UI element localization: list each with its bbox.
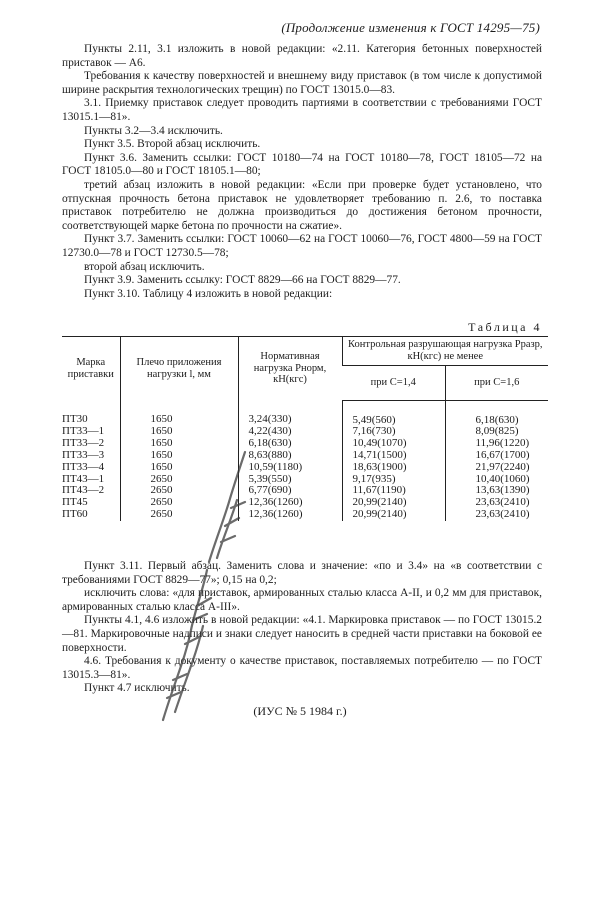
paragraph: Пункт 4.7 исключить. bbox=[84, 682, 190, 695]
cell-mark: ПТ33—4 bbox=[62, 460, 105, 473]
header-mark: Марка приставки bbox=[62, 337, 120, 401]
cell-norm: 12,36(1260) bbox=[238, 509, 342, 521]
cell-mark: ПТ33—3 bbox=[62, 448, 105, 461]
cell-mark: ПТ43—2 bbox=[62, 484, 105, 497]
cell-mark: ПТ43—1 bbox=[62, 472, 105, 485]
cell-norm: 4,22(430) bbox=[238, 426, 342, 438]
cell-mark: ПТ33—1 bbox=[62, 425, 105, 438]
cell-mark: ПТ45 bbox=[62, 496, 88, 509]
table-title: Таблица 4 bbox=[468, 320, 542, 334]
cell-arm: 1650 bbox=[120, 400, 238, 426]
bottom-text-block bbox=[62, 560, 542, 696]
header-control: Контрольная разрушающая нагрузка Pразр, кН(кгс) не менее bbox=[342, 337, 548, 366]
cell-c14: 20,99(2140) bbox=[342, 509, 445, 521]
header-c14: при C=1,4 bbox=[342, 365, 445, 400]
cell-norm: 12,36(1260) bbox=[238, 497, 342, 509]
cell-c16: 23,63(2410) bbox=[445, 497, 548, 509]
header-arm: Плечо приложения нагрузки l, мм bbox=[120, 337, 238, 401]
paragraph: Пункты 4.1, 4.6 изложить в новой редакции: «4.1. Маркировка приставок — по ГОСТ 13015.2—81. Маркировочные надписи и знаки следует наносить в средней части приставки на боковой ее поверхности. bbox=[62, 614, 542, 654]
paragraph: Пункт 3.7. Заменить ссылки: ГОСТ 10060—62 на ГОСТ 10060—76, ГОСТ 4800—59 на ГОСТ 12730.0—78 и ГОСТ 12730.5—78; bbox=[62, 233, 542, 259]
cell-norm: 6,77(690) bbox=[238, 485, 342, 497]
cell-arm: 2650 bbox=[120, 485, 238, 497]
cell-c14: 11,67(1190) bbox=[342, 485, 445, 497]
cell-arm: 1650 bbox=[120, 426, 238, 438]
cell-c16: 13,63(1390) bbox=[445, 485, 548, 497]
cell-c14: 10,49(1070) bbox=[342, 438, 445, 450]
cell-c16: 11,96(1220) bbox=[445, 438, 548, 450]
paragraph: Пункт 3.10. Таблицу 4 изложить в новой редакции: bbox=[84, 287, 333, 300]
table-row bbox=[62, 462, 548, 474]
cell-arm: 2650 bbox=[120, 474, 238, 486]
cell-mark: ПТ60 bbox=[62, 507, 88, 520]
cell-c16: 6,18(630) bbox=[445, 400, 548, 426]
paragraph: 4.6. Требования к документу о качестве приставок, поставляемых потребителю — по ГОСТ 13015.3—81». bbox=[62, 655, 542, 681]
paragraph: 3.1. Приемку приставок следует проводить партиями в соответствии с требованиями ГОСТ 13015.1—81». bbox=[62, 97, 542, 123]
top-text-block bbox=[62, 43, 542, 301]
cell-arm: 1650 bbox=[120, 462, 238, 474]
cell-mark: ПТ30 bbox=[62, 413, 88, 426]
cell-norm: 6,18(630) bbox=[238, 438, 342, 450]
paragraph: исключить слова: «для приставок, армированных сталью класса А-II, и 0,2 мм для приставок, армированных сталью класса А-III». bbox=[62, 587, 542, 613]
cell-mark: ПТ33—2 bbox=[62, 437, 105, 450]
cell-c14: 14,71(1500) bbox=[342, 450, 445, 462]
cell-norm: 5,39(550) bbox=[238, 474, 342, 486]
source-footer: (ИУС № 5 1984 г.) bbox=[253, 704, 347, 718]
cell-c16: 8,09(825) bbox=[445, 426, 548, 438]
cell-arm: 1650 bbox=[120, 438, 238, 450]
cell-c14: 20,99(2140) bbox=[342, 497, 445, 509]
cell-norm: 3,24(330) bbox=[238, 400, 342, 426]
paragraph: второй абзац исключить. bbox=[84, 260, 205, 273]
cell-c16: 21,97(2240) bbox=[445, 462, 548, 474]
paragraph: Пункт 3.9. Заменить ссылку: ГОСТ 8829—66 на ГОСТ 8829—77. bbox=[84, 274, 401, 287]
cell-c14: 7,16(730) bbox=[342, 426, 445, 438]
cell-c16: 10,40(1060) bbox=[445, 474, 548, 486]
paragraph: Пункты 2.11, 3.1 изложить в новой редакции: «2.11. Категория бетонных поверхностей приставок — А6. bbox=[62, 43, 542, 69]
document-header: (Продолжение изменения к ГОСТ 14295—75) bbox=[281, 20, 540, 35]
cell-arm: 2650 bbox=[120, 509, 238, 521]
cell-c14: 18,63(1900) bbox=[342, 462, 445, 474]
paragraph: Пункты 3.2—3.4 исключить. bbox=[84, 124, 223, 137]
header-norm: Нормативная нагрузка Pнорм, кН(кгс) bbox=[238, 337, 342, 401]
cell-c14: 9,17(935) bbox=[342, 474, 445, 486]
cell-c14: 5,49(560) bbox=[342, 400, 445, 426]
paragraph: Пункт 3.5. Второй абзац исключить. bbox=[84, 138, 261, 151]
paragraph: Пункт 3.6. Заменить ссылки: ГОСТ 10180—74 на ГОСТ 10180—78, ГОСТ 18105—72 на ГОСТ 18105.0—80 и ГОСТ 18105.1—80; bbox=[62, 151, 542, 178]
header-c16: при C=1,6 bbox=[445, 365, 548, 400]
table-4 bbox=[62, 336, 548, 521]
cell-c16: 23,63(2410) bbox=[445, 509, 548, 521]
cell-norm: 8,63(880) bbox=[238, 450, 342, 462]
table-row bbox=[62, 400, 548, 426]
table-row bbox=[62, 450, 548, 462]
paragraph: Пункт 3.11. Первый абзац. Заменить слова и значение: «по и 3.4» на «в соответствии с требованиями ГОСТ 8829—77»; 0,15 на 0,2; bbox=[62, 560, 542, 586]
table-row bbox=[62, 509, 548, 521]
cell-c16: 16,67(1700) bbox=[445, 450, 548, 462]
cell-norm: 10,59(1180) bbox=[238, 462, 342, 474]
cell-arm: 2650 bbox=[120, 497, 238, 509]
paragraph: третий абзац изложить в новой редакции: «Если при проверке будет установлено, что отпускная прочность бетона приставок не удовлетворяет требованию п. 2.6, то поставка приставок потребителю не должна производиться до достижения бетоном прочности, соответствующей марке бетона по прочности на сжатие». bbox=[62, 178, 542, 232]
cell-arm: 1650 bbox=[120, 450, 238, 462]
paragraph: Требования к качеству поверхностей и внешнему виду приставок (в том числе к допустимой ширине раскрытия технологических трещин) по ГОСТ 13015.0—83. bbox=[62, 70, 542, 96]
